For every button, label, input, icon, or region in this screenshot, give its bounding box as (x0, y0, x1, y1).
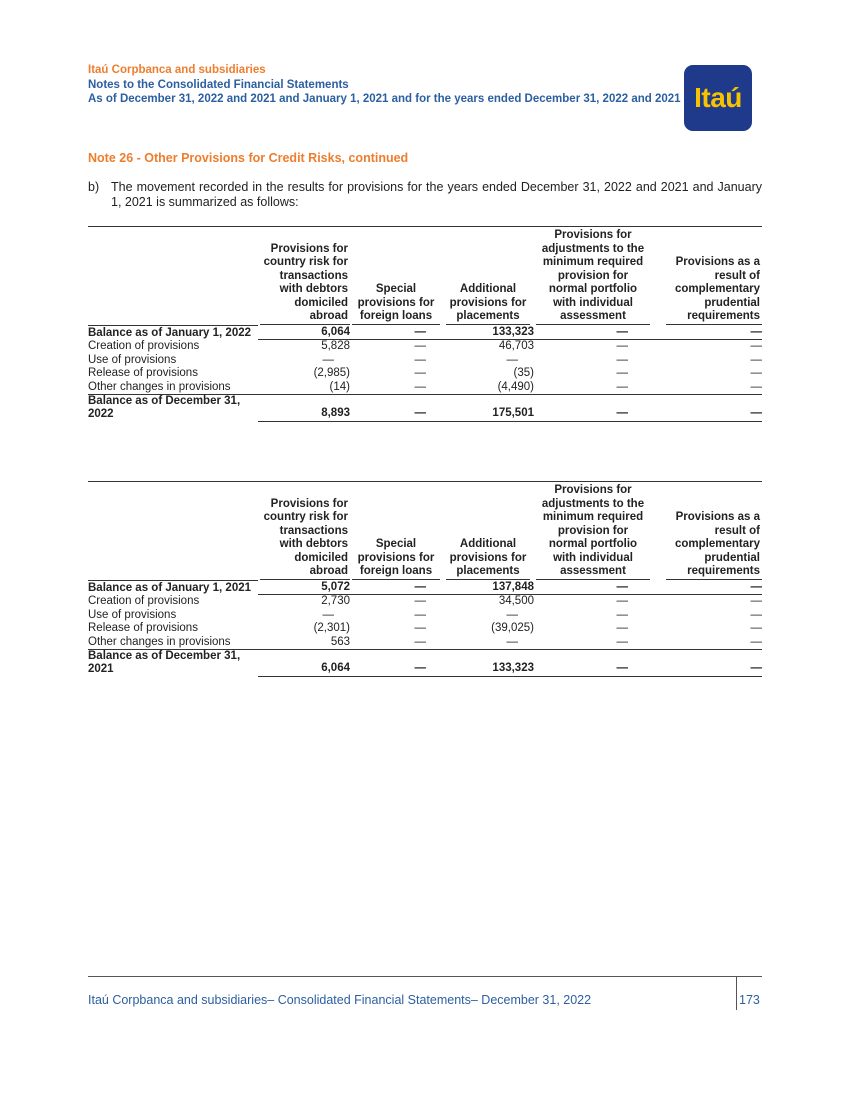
intro-label: b) (88, 180, 100, 194)
row-value-col-4: — (534, 650, 652, 677)
table-row (88, 340, 762, 354)
row-value-col-5: — (652, 395, 762, 422)
col-header-prudential: Provisions as a result of complementary prudential requirements (652, 484, 762, 581)
col-header-additional-provisions: Additional provisions for placements (442, 229, 534, 326)
row-label: Creation of provisions (88, 340, 200, 352)
row-value-col-3: 133,323 (442, 326, 534, 340)
col-header-special-provisions: Special provisions for foreign loans (350, 229, 442, 326)
footer-divider (88, 976, 762, 977)
itau-logo (684, 65, 752, 131)
col-header-country-risk: Provisions for country risk for transactions with debtors domiciled abroad (258, 484, 350, 581)
table-header-row (88, 229, 762, 326)
row-label: Balance as of January 1, 2021 (88, 581, 252, 594)
row-value-col-2: — (414, 340, 426, 352)
row-value-col-3: 133,323 (442, 650, 534, 677)
logo-text: Itaú (694, 82, 742, 113)
row-label: Use of provisions (88, 608, 177, 621)
row-value-col-3: (35) (513, 367, 534, 379)
header-company: Itaú Corpbanca and subsidiaries (88, 64, 266, 76)
footer-text: Itaú Corpbanca and subsidiaries– Consolidated Financial Statements– December 31, 2022 (88, 993, 592, 1007)
col-header-country-risk: Provisions for country risk for transactions with debtors domiciled abroad (258, 229, 350, 326)
row-value-col-4: — (534, 395, 652, 422)
provisions-table-2022 (88, 226, 762, 422)
col-header-minimum-required: Provisions for adjustments to the minimum required provision for normal portfolio with individual assessment (534, 484, 652, 581)
row-value-col-1: — (322, 608, 334, 621)
row-value-col-5: — (750, 367, 762, 379)
row-value-col-5: — (750, 608, 762, 621)
row-value-col-3: 46,703 (498, 340, 534, 352)
row-value-col-2: — (350, 395, 442, 422)
row-value-col-4: — (616, 353, 628, 366)
row-value-col-2: — (350, 326, 442, 340)
intro-text: The movement recorded in the results for provisions for the years ended December 31, 2022 and 2021 and January 1, 2021 is summarized as follows: (111, 180, 762, 209)
table-row (88, 636, 762, 650)
row-value-col-5: — (750, 622, 762, 634)
table-header-row (88, 484, 762, 581)
row-value-col-1: 5,828 (321, 340, 350, 352)
row-value-col-1: (14) (329, 380, 350, 393)
row-value-col-3: 175,501 (442, 395, 534, 422)
row-label: Creation of provisions (88, 595, 200, 607)
row-value-col-2: — (350, 650, 442, 677)
table-row (88, 381, 762, 395)
col-header-special-provisions: Special provisions for foreign loans (350, 484, 442, 581)
note-title: Note 26 - Other Provisions for Credit Risks, continued (88, 151, 409, 165)
document-header (88, 63, 688, 107)
row-label: Balance as of December 31, 2022 (88, 395, 258, 422)
col-header-minimum-required: Provisions for adjustments to the minimum required provision for normal portfolio with individual assessment (534, 229, 652, 326)
table-row (88, 581, 762, 595)
row-value-col-2: — (414, 635, 426, 648)
row-value-col-1: 563 (330, 635, 350, 648)
row-value-col-1: 6,064 (258, 326, 350, 340)
row-value-col-5: — (652, 650, 762, 677)
row-value-col-1: 8,893 (258, 395, 350, 422)
row-value-col-1: 6,064 (258, 650, 350, 677)
row-value-col-4: — (616, 635, 628, 648)
row-value-col-3: — (506, 635, 518, 648)
row-value-col-2: — (414, 622, 426, 634)
table-row (88, 622, 762, 636)
row-value-col-4: — (616, 380, 628, 393)
row-value-col-2: — (414, 608, 426, 621)
row-value-col-2: — (414, 595, 426, 607)
row-label: Other changes in provisions (88, 635, 231, 648)
row-value-col-5: — (750, 635, 762, 648)
row-label: Release of provisions (88, 622, 198, 634)
row-value-col-2: — (414, 367, 426, 379)
intro-paragraph (88, 180, 762, 210)
table-body-2022 (88, 326, 762, 422)
row-value-col-1: 5,072 (258, 581, 350, 595)
row-value-col-5: — (652, 326, 762, 340)
table-row (88, 367, 762, 381)
table-body-2021 (88, 581, 762, 677)
row-value-col-3: — (506, 353, 518, 366)
row-value-col-1: (2,301) (313, 622, 350, 634)
row-value-col-4: — (616, 340, 628, 352)
row-value-col-3: (39,025) (491, 622, 534, 634)
row-value-col-2: — (414, 380, 426, 393)
row-value-col-4: — (534, 326, 652, 340)
row-value-col-5: — (652, 581, 762, 595)
row-value-col-5: — (750, 380, 762, 393)
row-value-col-5: — (750, 353, 762, 366)
row-value-col-2: — (350, 581, 442, 595)
row-value-col-1: (2,985) (313, 367, 350, 379)
row-value-col-4: — (616, 367, 628, 379)
header-subtitle: Notes to the Consolidated Financial Statements (88, 78, 349, 91)
row-value-col-5: — (750, 340, 762, 352)
row-value-col-1: 2,730 (321, 595, 350, 607)
row-label: Balance as of December 31, 2021 (88, 650, 258, 677)
table-row (88, 354, 762, 368)
row-value-col-3: (4,490) (497, 380, 534, 393)
row-label: Release of provisions (88, 367, 198, 379)
col-header-prudential: Provisions as a result of complementary prudential requirements (652, 229, 762, 326)
row-label: Use of provisions (88, 353, 177, 366)
row-value-col-3: 137,848 (442, 581, 534, 595)
row-value-col-3: 34,500 (498, 595, 534, 607)
table-row (88, 609, 762, 623)
row-value-col-2: — (414, 353, 426, 366)
table-row (88, 326, 762, 340)
row-value-col-4: — (534, 581, 652, 595)
row-value-col-5: — (750, 595, 762, 607)
footer-vertical-divider (736, 976, 737, 1010)
row-value-col-4: — (616, 622, 628, 634)
header-period: As of December 31, 2022 and 2021 and January 1, 2021 and for the years ended December 31, 2022 and 2021 (88, 93, 681, 105)
row-value-col-4: — (616, 595, 628, 607)
row-label: Balance as of January 1, 2022 (88, 326, 252, 339)
row-value-col-4: — (616, 608, 628, 621)
page-number: 173 (739, 993, 760, 1007)
col-header-additional-provisions: Additional provisions for placements (442, 484, 534, 581)
row-value-col-3: — (506, 608, 518, 621)
table-row (88, 595, 762, 609)
row-value-col-1: — (322, 353, 334, 366)
table-row (88, 650, 762, 677)
provisions-table-2021 (88, 481, 762, 677)
row-label: Other changes in provisions (88, 380, 231, 393)
table-row (88, 395, 762, 422)
